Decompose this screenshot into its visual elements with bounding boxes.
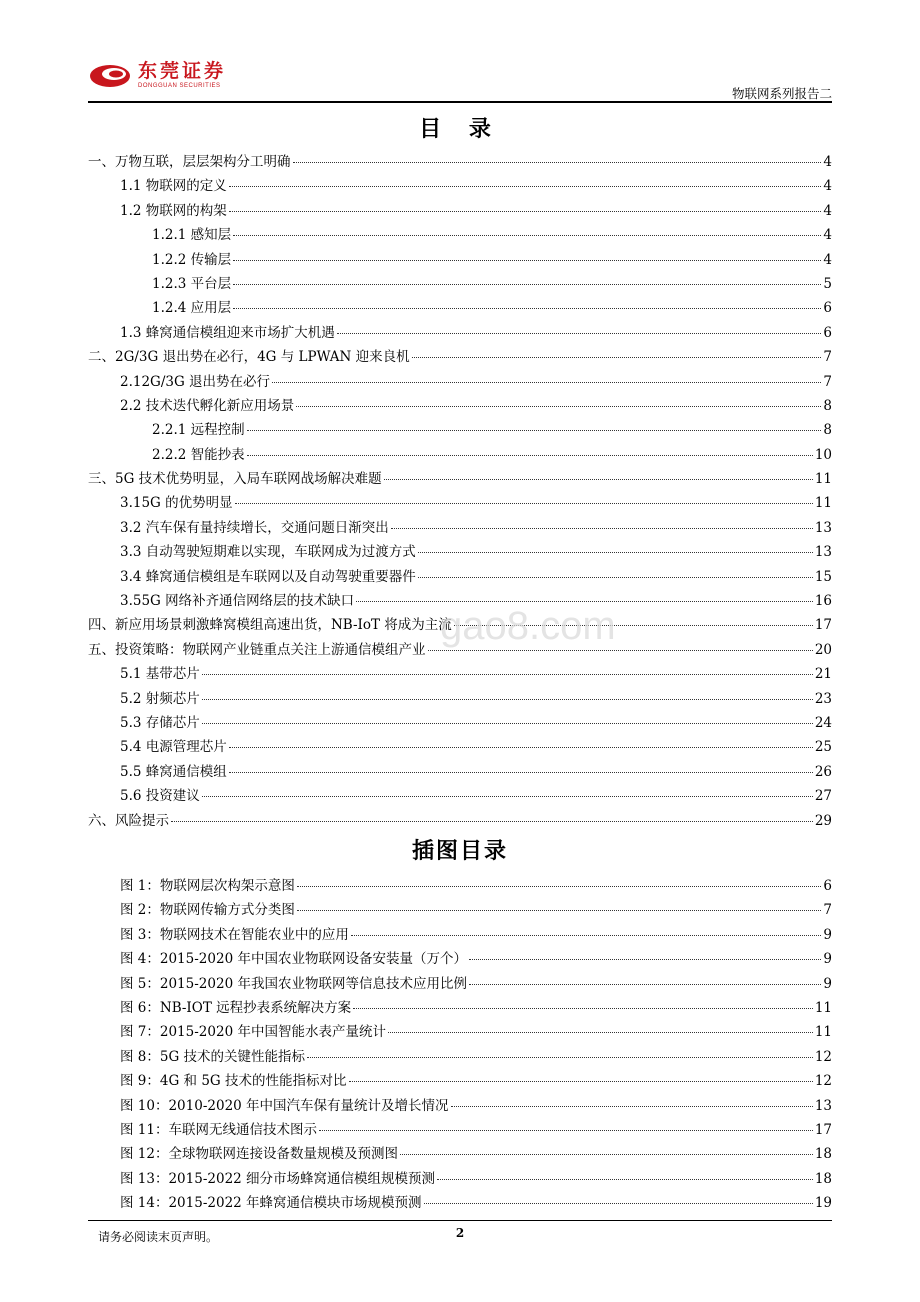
toc-entry-page: 29: [814, 812, 832, 829]
toc-entry-page: 27: [814, 788, 832, 805]
toc-entry[interactable]: [88, 516, 832, 540]
figure-entry-page: 18: [814, 1170, 832, 1187]
figure-entry-label: 图 13：2015-2022 细分市场蜂窝通信模组规模预测: [120, 1170, 436, 1187]
toc-entry-page: 4: [823, 154, 832, 170]
toc-entry-label: 1.2 物联网的构架: [120, 202, 227, 219]
toc-entry[interactable]: [88, 321, 832, 345]
toc-entry-page: 20: [814, 641, 832, 658]
brand-name-en: DONGGUAN SECURITIES: [138, 82, 221, 89]
toc-entry-page: 11: [814, 471, 832, 488]
toc-entry-label: 5.4 电源管理芯片: [120, 739, 227, 756]
dot-leader: [353, 1008, 813, 1009]
dot-leader: [351, 935, 822, 936]
toc-entry-page: 16: [814, 593, 832, 610]
toc-entry-label: 2.2.2 智能抄表: [152, 446, 245, 463]
toc-entry-page: 23: [814, 690, 832, 707]
dot-leader: [356, 601, 813, 602]
dot-leader: [229, 772, 813, 773]
dot-leader: [469, 984, 821, 985]
toc-entry[interactable]: [88, 174, 832, 198]
toc-entry-page: 10: [814, 446, 832, 463]
dot-leader: [202, 723, 813, 724]
dot-leader: [469, 959, 821, 960]
toc-entry-label: 1.2.4 应用层: [152, 300, 232, 317]
figure-entry-page: 9: [823, 951, 832, 968]
toc-entry[interactable]: [88, 809, 832, 833]
figure-entry-label: 图 10：2010-2020 年中国汽车保有量统计及增长情况: [120, 1097, 449, 1114]
dot-leader: [229, 211, 822, 212]
figure-entry[interactable]: [88, 1045, 832, 1069]
figure-entry-page: 7: [823, 902, 832, 919]
toc-entry-label: 一、万物互联，层层架构分工明确: [88, 154, 291, 170]
toc-entry-label: 3.15G 的优势明显: [120, 495, 233, 512]
toc-entry-page: 7: [823, 349, 832, 366]
toc-entry[interactable]: [88, 150, 832, 174]
dot-leader: [233, 308, 821, 309]
figure-entry-page: 17: [814, 1121, 832, 1138]
dot-leader: [229, 747, 813, 748]
toc-entry-label: 5.2 射频芯片: [120, 690, 200, 707]
toc-entry-page: 4: [823, 178, 832, 195]
page-header: [88, 60, 832, 102]
toc-entry-label: 1.2.1 感知层: [152, 227, 232, 244]
toc-entry[interactable]: [88, 394, 832, 418]
brand-logo-icon: [88, 60, 134, 90]
figure-entry-label: 图 9：4G 和 5G 技术的性能指标对比: [120, 1073, 347, 1090]
brand-logo: [88, 60, 226, 90]
toc-entry-page: 25: [814, 739, 832, 756]
toc-title: 目 录: [419, 117, 501, 142]
toc-entry-page: 26: [814, 763, 832, 780]
toc-entry[interactable]: [88, 711, 832, 735]
toc-entry-label: 3.4 蜂窝通信模组是车联网以及自动驾驶重要器件: [120, 568, 416, 585]
dot-leader: [296, 406, 821, 407]
toc-entry-label: 2.2 技术迭代孵化新应用场景: [120, 397, 295, 414]
toc-entry-label: 三、5G 技术优势明显，入局车联网战场解决难题: [88, 471, 382, 488]
dot-leader: [424, 1203, 813, 1204]
toc-entry-page: 21: [814, 666, 832, 683]
dot-leader: [319, 1130, 813, 1131]
figure-entry[interactable]: [88, 1191, 832, 1215]
toc-entry-label: 5.5 蜂窝通信模组: [120, 763, 227, 780]
toc-entry[interactable]: [88, 784, 832, 808]
toc-entry[interactable]: [88, 370, 832, 394]
toc-entry-page: 6: [823, 324, 832, 341]
toc-entry[interactable]: [88, 467, 832, 491]
toc-entry-label: 2.12G/3G 退出势在必行: [120, 373, 271, 390]
dot-leader: [229, 186, 822, 187]
figure-entry-page: 12: [814, 1073, 832, 1090]
dot-leader: [384, 479, 813, 480]
report-series-label: 物联网系列报告二: [731, 86, 832, 101]
figure-entry[interactable]: [88, 1118, 832, 1142]
toc-entry[interactable]: [88, 687, 832, 711]
toc-entry[interactable]: [88, 540, 832, 564]
dot-leader: [202, 674, 813, 675]
toc-entry-page: 13: [814, 544, 832, 561]
toc-entry[interactable]: [88, 296, 832, 320]
figure-entry-label: 图 14：2015-2022 年蜂窝通信模块市场规模预测: [120, 1195, 422, 1212]
dot-leader: [400, 1154, 813, 1155]
figure-entry-page: 9: [823, 926, 832, 943]
figure-entry[interactable]: [88, 1069, 832, 1093]
toc-entry[interactable]: [88, 199, 832, 223]
figure-entry-page: 11: [814, 1024, 832, 1041]
figure-entry-page: 19: [814, 1195, 832, 1212]
dot-leader: [233, 260, 821, 261]
toc-entry-page: 8: [823, 422, 832, 439]
toc-entry[interactable]: [88, 345, 832, 369]
toc-entry[interactable]: [88, 662, 832, 686]
dot-leader: [337, 333, 822, 334]
figure-entry-label: 图 8：5G 技术的关键性能指标: [120, 1048, 306, 1065]
dot-leader: [247, 430, 822, 431]
figure-entry-page: 13: [814, 1097, 832, 1114]
figure-entry-label: 图 3：物联网技术在智能农业中的应用: [120, 926, 349, 943]
disclaimer-note: 请务必阅读末页声明。: [98, 1230, 219, 1244]
toc-entry-page: 13: [814, 519, 832, 536]
figure-entry[interactable]: [88, 923, 832, 947]
dot-leader: [418, 552, 813, 553]
figure-entry-label: 图 5：2015-2020 年我国农业物联网等信息技术应用比例: [120, 975, 467, 992]
toc-entry-label: 2.2.1 远程控制: [152, 422, 245, 439]
dot-leader: [307, 1057, 813, 1058]
figure-entry[interactable]: [88, 898, 832, 922]
dot-leader: [437, 1179, 813, 1180]
figure-entry[interactable]: [88, 972, 832, 996]
dot-leader: [428, 650, 813, 651]
toc-entry-page: 11: [814, 495, 832, 512]
toc-entry-page: 4: [823, 251, 832, 268]
toc-entry-page: 15: [814, 568, 832, 585]
figure-entry-label: 图 7：2015-2020 年中国智能水表产量统计: [120, 1024, 386, 1041]
dot-leader: [202, 796, 813, 797]
toc-entry-label: 5.6 投资建议: [120, 788, 200, 805]
figure-entry[interactable]: [88, 996, 832, 1020]
toc-entry[interactable]: [88, 418, 832, 442]
figure-entry[interactable]: [88, 874, 832, 898]
page-number: 2: [455, 1226, 465, 1240]
figure-entry-page: 18: [814, 1146, 832, 1163]
toc-entry[interactable]: [88, 223, 832, 247]
figure-entry[interactable]: [88, 947, 832, 971]
toc-entry-label: 5.3 存储芯片: [120, 714, 200, 731]
dot-leader: [171, 821, 813, 822]
toc-entry-page: 7: [823, 373, 832, 390]
dot-leader: [418, 577, 813, 578]
dot-leader: [391, 528, 813, 529]
toc-entry-page: 4: [823, 202, 832, 219]
figure-entry[interactable]: [88, 1142, 832, 1166]
toc-entry-label: 四、新应用场景刺激蜂窝模组高速出货，NB-IoT 将成为主流: [88, 617, 452, 634]
dot-leader: [349, 1081, 813, 1082]
toc-entry-label: 1.1 物联网的定义: [120, 178, 227, 195]
toc-entry-page: 17: [814, 617, 832, 634]
toc-entry[interactable]: [88, 760, 832, 784]
toc-entry-label: 二、2G/3G 退出势在必行，4G 与 LPWAN 迎来良机: [88, 349, 410, 366]
figure-entry-label: 图 4：2015-2020 年中国农业物联网设备安装量（万个）: [120, 951, 467, 968]
toc-entry-page: 24: [814, 714, 832, 731]
figure-entry-page: 6: [823, 878, 832, 894]
toc-entry[interactable]: [88, 565, 832, 589]
figure-entry-label: 图 2：物联网传输方式分类图: [120, 902, 295, 919]
watermark: gao8.com: [440, 604, 616, 648]
toc-entry-label: 3.55G 网络补齐通信网络层的技术缺口: [120, 593, 355, 610]
toc-entry-label: 1.3 蜂窝通信模组迎来市场扩大机遇: [120, 324, 335, 341]
dot-leader: [297, 886, 822, 887]
figure-entry[interactable]: [88, 1167, 832, 1191]
toc-entry-page: 5: [823, 275, 832, 292]
footer-divider: [88, 1220, 832, 1221]
toc-entry[interactable]: [88, 272, 832, 296]
dot-leader: [272, 382, 821, 383]
toc-entry-page: 6: [823, 300, 832, 317]
toc-entry[interactable]: [88, 735, 832, 759]
dot-leader: [451, 1106, 813, 1107]
figure-entry-label: 图 1：物联网层次构架示意图: [120, 878, 295, 894]
figure-list-title: 插图目录: [411, 839, 508, 864]
toc-entry[interactable]: [88, 248, 832, 272]
figure-entry-page: 9: [823, 975, 832, 992]
figure-entry-label: 图 11：车联网无线通信技术图示: [120, 1121, 317, 1138]
figure-entry[interactable]: [88, 1094, 832, 1118]
toc-entry[interactable]: [88, 491, 832, 515]
figure-list: [88, 874, 832, 1215]
dot-leader: [293, 162, 822, 163]
toc-entry-page: 8: [823, 397, 832, 414]
dot-leader: [297, 910, 822, 911]
figure-entry-page: 11: [814, 999, 832, 1016]
header-divider: [88, 101, 832, 103]
toc-list: [88, 150, 832, 833]
toc-entry-label: 1.2.2 传输层: [152, 251, 232, 268]
figure-entry-label: 图 6：NB-IOT 远程抄表系统解决方案: [120, 999, 352, 1016]
toc-entry-page: 4: [823, 227, 832, 244]
brand-name-cn: 东莞证券: [138, 59, 227, 82]
toc-entry[interactable]: [88, 443, 832, 467]
dot-leader: [235, 503, 813, 504]
dot-leader: [233, 284, 821, 285]
toc-entry-label: 3.3 自动驾驶短期难以实现，车联网成为过渡方式: [120, 544, 416, 561]
figure-entry-page: 12: [814, 1048, 832, 1065]
figure-entry[interactable]: [88, 1020, 832, 1044]
toc-entry-label: 五、投资策略：物联网产业链重点关注上游通信模组产业: [88, 641, 426, 658]
dot-leader: [233, 235, 821, 236]
dot-leader: [202, 699, 813, 700]
figure-entry-label: 图 12：全球物联网连接设备数量规模及预测图: [120, 1146, 398, 1163]
toc-entry-label: 5.1 基带芯片: [120, 666, 200, 683]
toc-entry-label: 3.2 汽车保有量持续增长，交通问题日渐突出: [120, 519, 389, 536]
dot-leader: [388, 1032, 813, 1033]
dot-leader: [247, 455, 813, 456]
toc-entry-label: 1.2.3 平台层: [152, 275, 232, 292]
toc-entry-label: 六、风险提示: [88, 812, 169, 829]
dot-leader: [412, 357, 822, 358]
